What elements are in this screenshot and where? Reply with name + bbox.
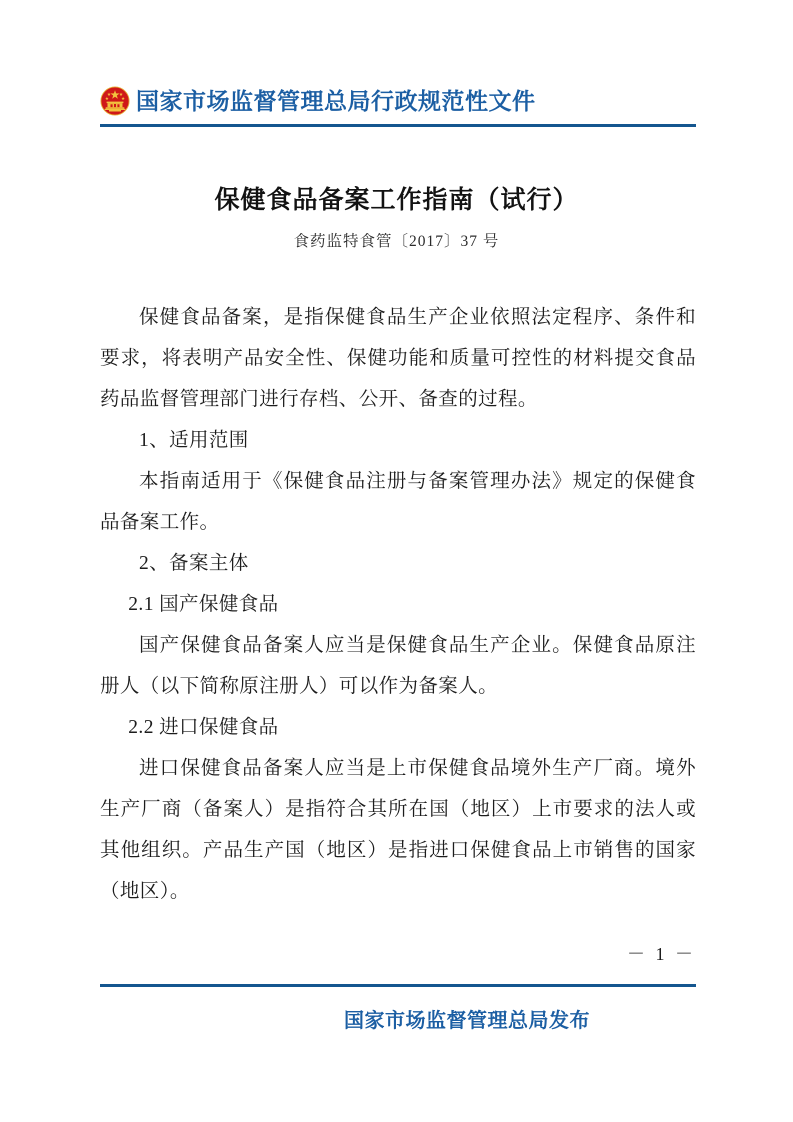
paragraph-section-1: 本指南适用于《保健食品注册与备案管理办法》规定的保健食品备案工作。 bbox=[100, 471, 696, 533]
document-header bbox=[100, 78, 696, 124]
national-emblem-icon bbox=[100, 86, 130, 116]
heading-section-2-2: 2.2 进口保健食品 bbox=[128, 717, 279, 738]
heading-section-1: 1、适用范围 bbox=[139, 430, 249, 451]
paragraph-section-2-1: 国产保健食品备案人应当是保健食品生产企业。保健食品原注册人（以下简称原注册人）可以作为备案人。 bbox=[100, 635, 696, 697]
document-body bbox=[100, 297, 696, 912]
header-divider bbox=[100, 124, 696, 127]
heading-section-2: 2、备案主体 bbox=[139, 553, 249, 574]
paragraph-definition: 保健食品备案，是指保健食品生产企业依照法定程序、条件和要求，将表明产品安全性、保健功能和质量可控性的材料提交食品药品监督管理部门进行存档、公开、备查的过程。 bbox=[100, 307, 696, 410]
paragraph-section-2-2: 进口保健食品备案人应当是上市保健食品境外生产厂商。境外生产厂商（备案人）是指符合其所在国（地区）上市要求的法人或其他组织。产品生产国（地区）是指进口保健食品上市销售的国家（地区）。 bbox=[100, 758, 696, 902]
footer-divider bbox=[100, 984, 696, 987]
document-number: 食药监特食管〔2017〕37 号 bbox=[293, 233, 500, 250]
header-title: 国家市场监督管理总局行政规范性文件 bbox=[136, 87, 536, 114]
page-title: 保健食品备案工作指南（试行） bbox=[214, 186, 579, 214]
heading-section-2-1: 2.1 国产保健食品 bbox=[128, 594, 279, 615]
page-number: － 1 － bbox=[627, 944, 696, 964]
footer-publisher: 国家市场监督管理总局发布 bbox=[344, 1010, 590, 1032]
